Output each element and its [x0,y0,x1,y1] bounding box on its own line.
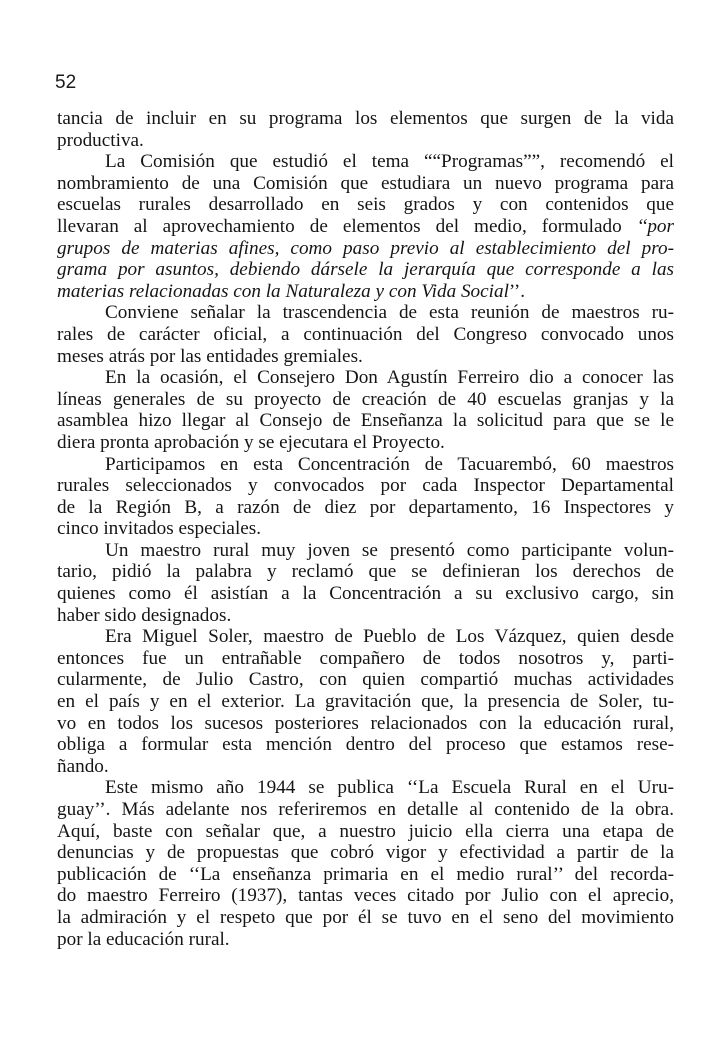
line-text: de la Región B, a razón de diez por departamento, 16 Inspectores y [57,496,674,518]
text-line [57,583,674,605]
text-line [57,929,674,951]
body-text [57,108,674,950]
line-text: tancia de incluir en su programa los elementos que surgen de la vida [57,108,674,129]
text-line [57,821,674,843]
text-line [57,540,674,562]
text-line [57,734,674,756]
line-text: nombramiento de una Comisión que estudiara un nuevo programa para [57,172,674,194]
page-number: 52 [55,72,77,93]
line-text: Un maestro rural muy joven se presentó como participante volun- [105,539,674,561]
text-line [57,497,674,519]
line-text: tario, pidió la palabra y reclamó que se definieran los derechos de [57,561,674,583]
text-line [57,907,674,929]
line-text: por la educación rural. [57,928,230,950]
text-line [57,324,674,346]
text-line [57,626,674,648]
line-text: asamblea hizo llegar al Consejo de Enseñanza la solicitud para que se le [57,410,674,432]
line-text: vo en todos los sucesos posteriores relacionados con la educación rural, [57,712,674,734]
text-line [57,842,674,864]
line-text: Conviene señalar la trascendencia de esta reunión de maestros ru- [105,302,674,324]
text-line [57,518,674,540]
line-text: la admiración y el respeto que por él se tuvo en el seno del movimiento [57,906,674,928]
text-line [57,799,674,821]
line-text: llevaran al aprovechamiento de elementos del medio, formulado [57,215,637,237]
text-line [57,648,674,670]
text-line [57,238,674,260]
line-text: Participamos en esta Concentración de Tacuarembó, 60 maestros [105,453,674,475]
text-line [57,302,674,324]
line-text: obliga a formular esta mención dentro del proceso que estamos rese- [57,734,674,756]
text-line [57,216,674,238]
text-line [57,669,674,691]
text-line [57,281,674,303]
line-text: entonces fue un entrañable compañero de todos nosotros y, parti- [57,647,674,669]
text-line [57,885,674,907]
italic-quote-text: ‘‘por [636,215,674,237]
text-line [57,864,674,886]
italic-quote-text: grama por asuntos, debiendo dársele la jerarquía que corresponde a las [57,259,674,281]
text-line [57,367,674,389]
line-text-suffix: ’’. [508,280,526,302]
text-line [57,691,674,713]
line-text: Este mismo año 1944 se publica ‘‘La Escuela Rural en el Uru- [105,777,674,799]
text-line [57,777,674,799]
text-line [57,454,674,476]
line-text: meses atrás por las entidades gremiales. [57,345,363,367]
line-text: escuelas rurales desarrollado en seis grados y con contenidos que [57,194,674,216]
line-text: cinco invitados especiales. [57,518,262,540]
line-text: denuncias y de propuestas que cobró vigor y efectividad a partir de la [57,842,674,864]
text-line [57,389,674,411]
text-line [57,713,674,735]
line-text: líneas generales de su proyecto de creación de 40 escuelas granjas y la [57,388,674,410]
line-text: Era Miguel Soler, maestro de Pueblo de Los Vázquez, quien desde [105,626,674,648]
text-line [57,130,674,152]
text-line [57,561,674,583]
text-line [57,173,674,195]
line-text: guay’’. Más adelante nos referiremos en detalle al contenido de la obra. [57,799,674,820]
italic-quote-text: materias relacionadas con la Naturaleza y con Vida Social [57,280,509,302]
line-text: en el país y en el exterior. La gravitación que, la presencia de Soler, tu- [57,691,674,713]
text-line [57,475,674,497]
line-text: rales de carácter oficial, a continuación del Congreso convocado unos [57,323,674,345]
text-line [57,410,674,432]
line-text: haber sido designados. [57,604,232,626]
line-text: Aquí, baste con señalar que, a nuestro juicio ella cierra una etapa de [57,820,674,842]
line-text: cularmente, de Julio Castro, con quien compartió muchas actividades [57,669,674,691]
line-text: diera pronta aprobación y se ejecutara el Proyecto. [57,431,445,453]
text-line [57,194,674,216]
text-line [57,151,674,173]
line-text: rurales seleccionados y convocados por cada Inspector Departamental [57,475,674,497]
text-line [57,432,674,454]
line-text: ñando. [57,755,109,777]
line-text: En la ocasión, el Consejero Don Agustín Ferreiro dio a conocer las [105,367,674,389]
line-text: productiva. [57,129,144,151]
line-text: publicación de ‘‘La enseñanza primaria en el medio rural’’ del recorda- [57,863,674,885]
line-text: quienes como él asistían a la Concentración a su exclusivo cargo, sin [57,583,674,605]
line-text: La Comisión que estudió el tema ““Programas””, recomendó el [105,151,674,173]
text-line [57,346,674,368]
text-line [57,605,674,627]
text-line [57,108,674,130]
text-line [57,756,674,778]
text-line [57,259,674,281]
italic-quote-text: grupos de materias afines, como paso previo al establecimiento del pro- [57,237,674,259]
line-text: do maestro Ferreiro (1937), tantas veces citado por Julio con el aprecio, [57,885,674,907]
